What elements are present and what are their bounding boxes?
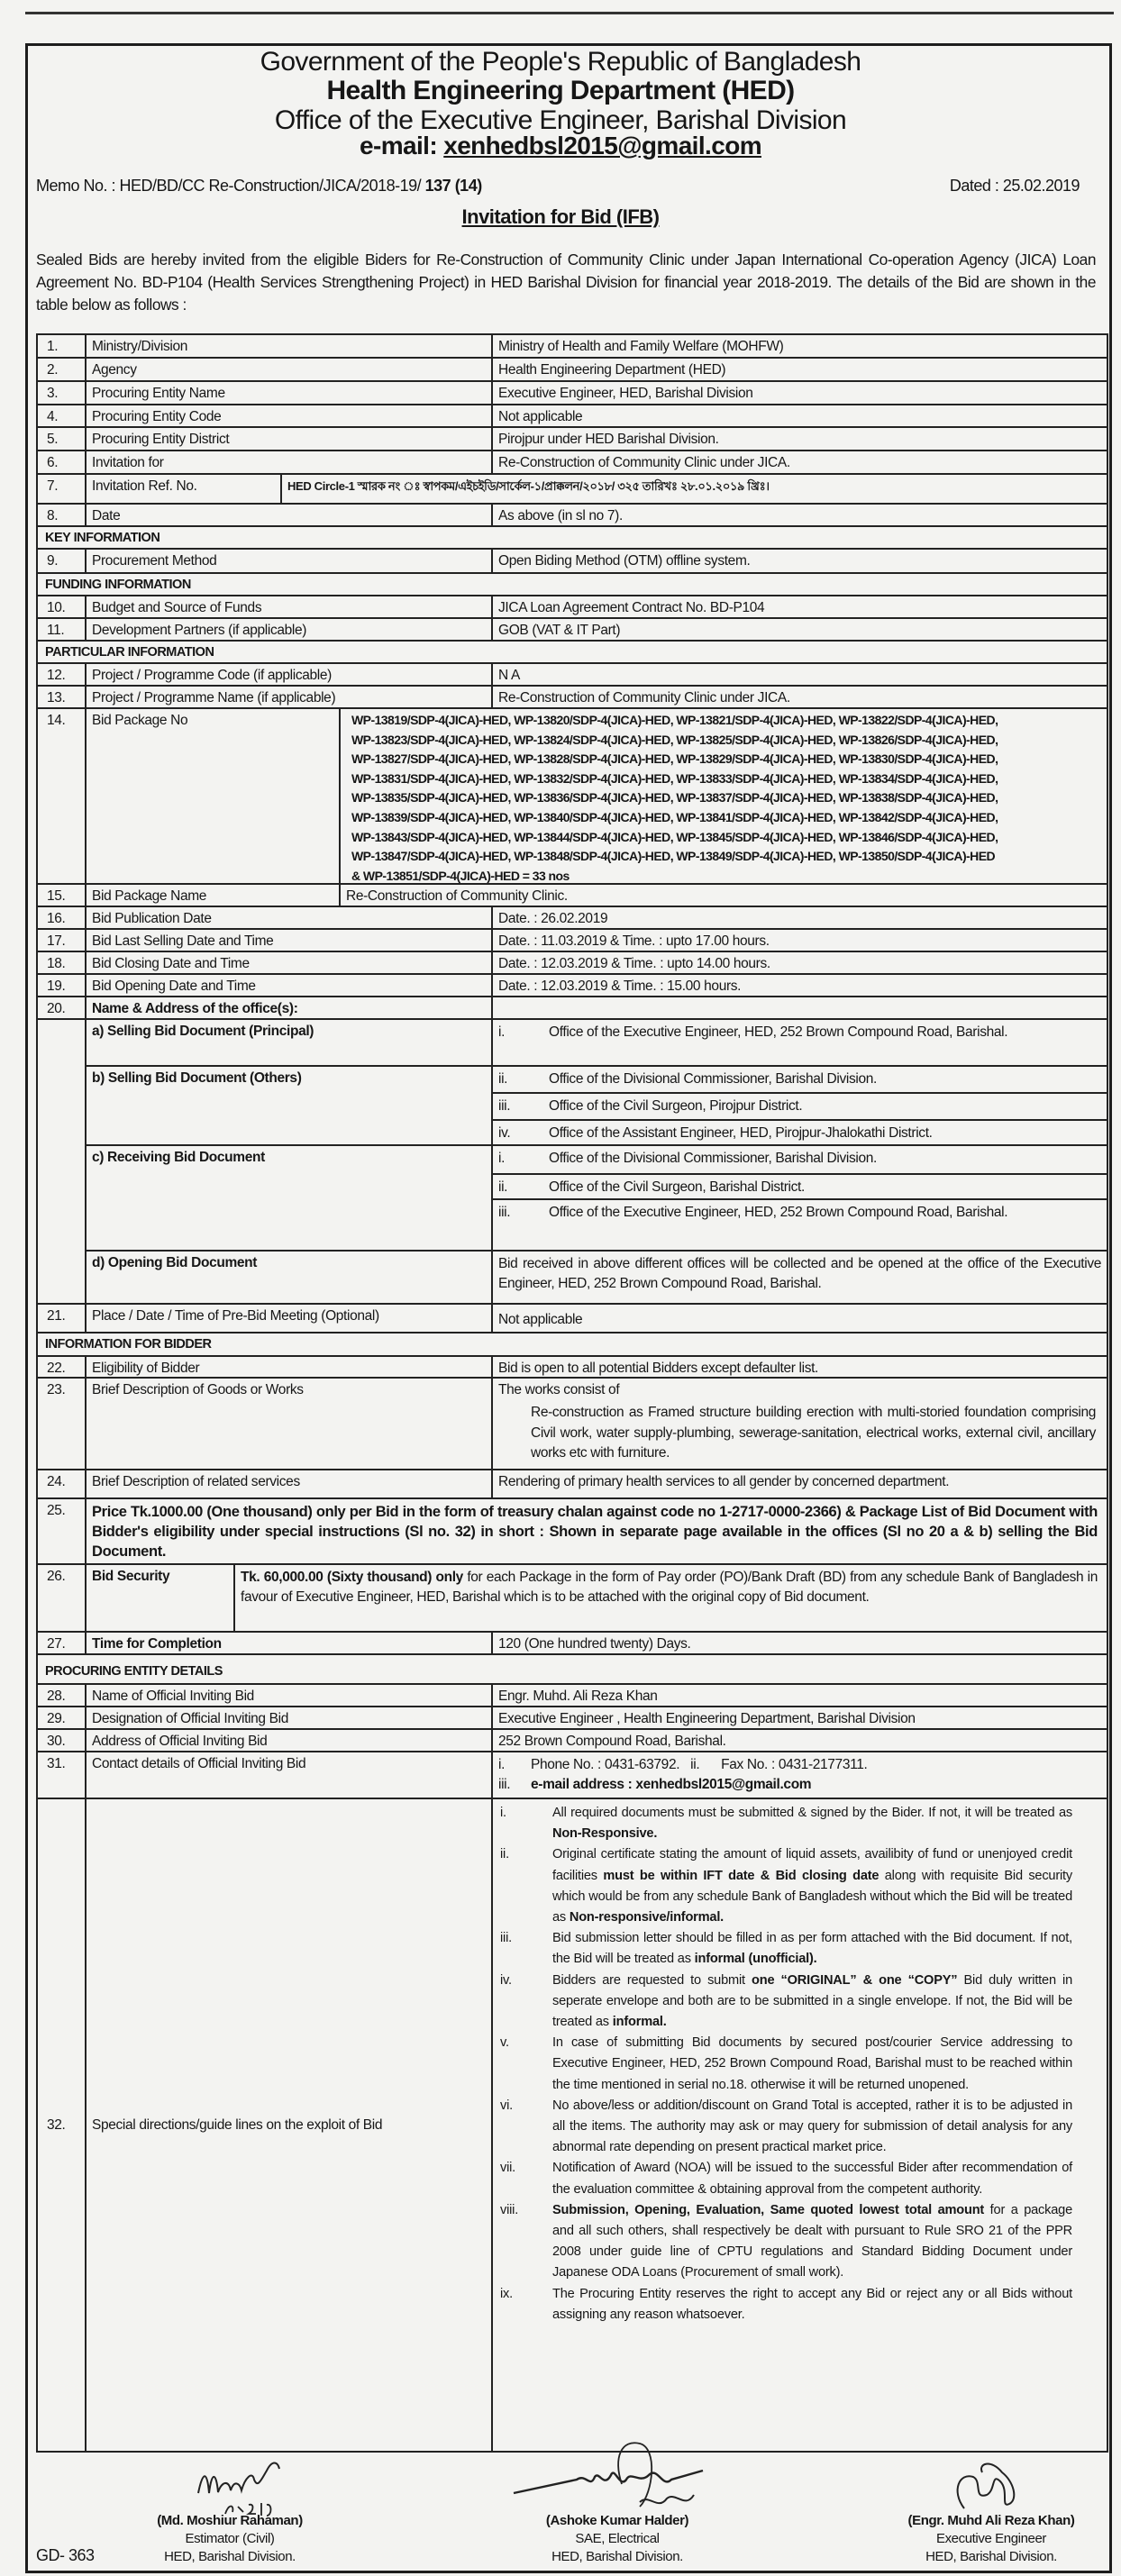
memo-prefix: Memo No. : HED/BD/CC Re-Construction/JICA/2018-19/: [36, 177, 425, 195]
row-number: 18.: [38, 952, 87, 973]
office-item: [493, 1198, 1107, 1250]
table-row: [38, 382, 1107, 405]
row-value: GOB (VAT & IT Part): [498, 623, 621, 638]
item-text: No above/less or addition/discount on Grand Total is accepted, rather it is to be adjusted in all the items. The authority may ask or may query for submission of detail analysis for any abnormal rate depending on present practical market price.: [552, 2098, 1072, 2155]
page-title: Invitation for Bid (IFB): [461, 205, 660, 228]
item-number: iv.: [498, 1125, 511, 1141]
item-number: ii.: [498, 1179, 508, 1195]
row-number-spacer: [38, 1020, 87, 1303]
section-header: [38, 1334, 1107, 1357]
row-number: 10.: [38, 596, 87, 617]
row-value: Engr. Muhd. Ali Reza Khan: [498, 1689, 658, 1704]
table-row: [38, 1305, 1107, 1334]
row-number: 25.: [38, 1499, 87, 1563]
row-number: 5.: [38, 428, 87, 450]
row-label: Procuring Entity District: [87, 428, 493, 450]
email-label: e-mail:: [360, 132, 444, 159]
row-label: Project / Programme Name (if applicable): [87, 687, 493, 707]
table-row: [38, 428, 1107, 451]
table-row: [38, 1752, 1107, 1799]
table-row: [38, 997, 1107, 1020]
subsection-label: d) Opening Bid Document: [87, 1252, 493, 1303]
table-row: [38, 1707, 1107, 1730]
item-text: Office of the Assistant Engineer, HED, Pirojpur-Jhalokathi District.: [549, 1125, 933, 1141]
row-number: 24.: [38, 1470, 87, 1497]
row-number: 19.: [38, 975, 87, 996]
table-row: [38, 1379, 1107, 1470]
office-item: [493, 1146, 1107, 1173]
table-row: [38, 1470, 1107, 1499]
row-label: Budget and Source of Funds: [87, 596, 493, 617]
office-heading: Office of the Executive Engineer, Barishal Division: [274, 105, 847, 135]
signatory-estimator: [144, 2512, 315, 2566]
direction-item: [500, 1844, 1072, 1928]
row-label: Bid Package Name: [87, 885, 341, 906]
row-value: Date. : 12.03.2019 & Time. : upto 14.00 hours.: [498, 956, 770, 971]
item-emphasis: Non-Responsive.: [552, 1826, 658, 1842]
department-heading: Health Engineering Department (HED): [326, 76, 795, 105]
table-row: [38, 451, 1107, 475]
table-row: [38, 619, 1107, 642]
row-number: 1.: [38, 335, 87, 357]
email-line: [0, 132, 1121, 160]
item-text: All required documents must be submitted & signed by the Bider. If not, it will be treated as: [552, 1806, 1072, 1820]
item-text: Office of the Executive Engineer, HED, 252 Brown Compound Road, Barishal.: [549, 1024, 1008, 1040]
item-number: iv.: [500, 1972, 512, 1988]
item-number: vi.: [500, 2098, 513, 2113]
table-row: [38, 359, 1107, 382]
table-row: [38, 1565, 1107, 1633]
office-addresses-block: [38, 1020, 1107, 1305]
item-text: Office of the Civil Surgeon, Pirojpur District.: [549, 1098, 803, 1114]
item-text: Notification of Award (NOA) will be issued to the successful Bider after recommendation of the evaluation committee & obtaining approval from the competent authority.: [552, 2161, 1072, 2197]
row-number: 13.: [38, 687, 87, 707]
row-label: Designation of Official Inviting Bid: [87, 1707, 493, 1728]
bid-security-detail: for each Package in the form of Pay order (PO)/Bank Draft (BD) from any schedule Bank of Bangladesh in favour of Executive Engineer, HED, Barishal which is to be attached with the original copy of Bid document.: [241, 1570, 1098, 1605]
item-number: iii.: [498, 1098, 511, 1114]
signatory-name: (Md. Moshiur Rahaman): [157, 2513, 303, 2528]
price-instructions: Price Tk.1000.00 (One thousand) only per Bid in the form of treasury chalan against code no 1-2717-0000-2366) & Package List of Bid Document with Bidder's eligibility under special instructions (Sl no. 32) in short : Shown in separate page available in the offices (Sl no 20 a & b) selling the Bid Document.: [92, 1504, 1098, 1560]
item-text: Bid submission letter should be filled in as per form attached with the Bid document. If not, the Bid will be treated as: [552, 1931, 1072, 1967]
signatory-office: HED, Barishal Division.: [925, 2549, 1057, 2564]
works-intro: The works consist of: [498, 1382, 620, 1397]
row-label: Date: [87, 505, 493, 525]
row-number: 28.: [38, 1685, 87, 1706]
row-number: 15.: [38, 885, 87, 906]
table-row: [38, 1685, 1107, 1707]
item-text: Bidders are requested to submit: [552, 1972, 752, 1988]
signatory-sae: [532, 2512, 703, 2566]
row-label: Brief Description of Goods or Works: [87, 1379, 493, 1469]
item-emphasis: must be within IFT date & Bid closing date: [603, 1868, 879, 1883]
section-particular-information: PARTICULAR INFORMATION: [45, 645, 214, 660]
contact-email[interactable]: e-mail address : xenhedbsl2015@gmail.com: [531, 1777, 812, 1792]
section-header: [38, 574, 1107, 596]
table-row: [38, 550, 1107, 574]
row-label: Bid Publication Date: [87, 907, 493, 928]
row-label: Name & Address of the office(s):: [87, 997, 493, 1018]
direction-item: [500, 2096, 1072, 2159]
row-label: Contact details of Official Inviting Bid: [87, 1752, 493, 1798]
item-text: In case of submitting Bid documents by secured post/courier Service addressing to Executive Engineer, HED, 252 Brown Compound Road, Barishal must to be reached within the time mentioned in serial no.18. otherwise it will be returned unopened.: [552, 2035, 1072, 2092]
item-number: vii.: [500, 2161, 516, 2176]
bid-package-list: [341, 709, 1107, 883]
row-value: Executive Engineer, HED, Barishal Division: [498, 386, 753, 401]
bid-package-line: WP-13839/SDP-4(JICA)-HED, WP-13840/SDP-4(JICA)-HED, WP-13841/SDP-4(JICA)-HED, WP-13842/SDP-4(JICA)-HED,: [351, 809, 998, 824]
row-value: Re-Construction of Community Clinic under JICA.: [498, 455, 790, 470]
row-label: Development Partners (if applicable): [87, 619, 493, 640]
direction-item: [500, 2033, 1072, 2096]
footer-code: GD- 363: [36, 2546, 95, 2564]
row-label: Eligibility of Bidder: [87, 1357, 493, 1377]
row-number: 8.: [38, 505, 87, 525]
subsection-value: Bid received in above different offices will be collected and be opened at the office of the Executive Engineer, HED, 252 Brown Compound Road, Barishal.: [498, 1256, 1101, 1291]
item-emphasis: one “ORIGINAL” & one “COPY”: [752, 1972, 958, 1988]
row-label: Special directions/guide lines on the exploit of Bid: [87, 1799, 493, 2451]
row-label: Invitation for: [87, 451, 493, 473]
row-number: 32.: [38, 1799, 87, 2451]
office-item: [493, 1173, 1107, 1198]
table-row: [38, 1499, 1107, 1565]
direction-item: [500, 2284, 1072, 2326]
row-value: N A: [498, 668, 520, 683]
row-value: Rendering of primary health services to all gender by concerned department.: [498, 1474, 950, 1489]
row-label: Place / Date / Time of Pre-Bid Meeting (Optional): [87, 1305, 493, 1332]
table-row: [38, 709, 1107, 885]
table-row: [38, 1633, 1107, 1655]
row-number: 30.: [38, 1730, 87, 1751]
item-number: ii.: [498, 1071, 508, 1087]
row-value: 120 (One hundred twenty) Days.: [498, 1636, 691, 1652]
bid-package-line: WP-13827/SDP-4(JICA)-HED, WP-13828/SDP-4(JICA)-HED, WP-13829/SDP-4(JICA)-HED, WP-13830/SDP-4(JICA)-HED,: [351, 751, 998, 767]
row-number: 17.: [38, 930, 87, 951]
row-value: Re-Construction of Community Clinic.: [346, 888, 568, 904]
row-value: 252 Brown Compound Road, Barishal.: [498, 1734, 726, 1749]
item-number: v.: [500, 2035, 509, 2051]
subsection-selling-principal: [87, 1020, 1107, 1065]
office-subsections: [87, 1020, 1107, 1303]
table-row: [38, 1799, 1107, 2453]
government-heading: Government of the People's Republic of Bangladesh: [260, 47, 861, 77]
item-text: for a package and all such others, shall respectively be dealt with pursuant to Rule SRO 21 of the PPR 2008 under guide line of CPTU regulations and Standard Bidding Document under Japanese ODA Loans (Procurement of small work).: [552, 2202, 1072, 2280]
table-row: [38, 930, 1107, 952]
row-label: Bid Security: [87, 1565, 235, 1631]
subsection-selling-others: [87, 1065, 1107, 1144]
row-value: [493, 1379, 1107, 1469]
subsection-label: c) Receiving Bid Document: [87, 1146, 493, 1250]
signatory-office: HED, Barishal Division.: [551, 2549, 683, 2564]
office-item: [493, 1020, 1107, 1045]
row-number: 21.: [38, 1305, 87, 1332]
row-value: Date. : 11.03.2019 & Time. : upto 17.00 hours.: [498, 933, 770, 949]
table-row: [38, 596, 1107, 619]
row-number: 23.: [38, 1379, 87, 1469]
bid-details-table: [36, 333, 1108, 2453]
row-number: 4.: [38, 405, 87, 426]
signatory-title: SAE, Electrical: [575, 2531, 660, 2546]
row-label: Brief Description of related services: [87, 1470, 493, 1497]
subsection-opening: [87, 1250, 1107, 1303]
subsection-label: a) Selling Bid Document (Principal): [87, 1020, 493, 1065]
works-detail: Re-construction as Framed structure building erection with multi-storied foundation comprising Civil work, water supply-plumbing, sewerage-sanitation, electrical works, external civil, ancillary works etc with furniture.: [531, 1405, 1096, 1461]
row-label: Bid Last Selling Date and Time: [87, 930, 493, 951]
table-row: [38, 335, 1107, 359]
row-value: [493, 997, 1107, 1018]
row-label: Bid Closing Date and Time: [87, 952, 493, 973]
invitation-ref-value: HED Circle-1 স্মারক নং ঃ স্বাপকম/এইচইডি/সার্কেল-১/প্রাক্কলন/২০১৮/ ৩২৫ তারিখঃ ২৮.০১.২০১৯ খ্রিঃ।: [287, 479, 770, 493]
direction-item: [500, 1803, 1072, 1844]
table-row: [38, 1730, 1107, 1752]
item-emphasis: Non-responsive/informal.: [569, 1910, 725, 1925]
row-number: 27.: [38, 1633, 87, 1653]
item-number: i.: [500, 1806, 506, 1820]
table-row: [38, 405, 1107, 428]
row-label: Bid Package No: [87, 709, 341, 883]
fax-number: Fax No. : 0431-2177311.: [721, 1757, 868, 1772]
row-value: Date. : 12.03.2019 & Time. : 15.00 hours.: [498, 979, 742, 994]
item-text: along with requisite Bid security which would be from any schedule Bank of Bangladesh without which the Bid will be treated as: [552, 1868, 1072, 1925]
row-label: Procuring Entity Code: [87, 405, 493, 426]
table-row: [38, 505, 1107, 527]
signatory-title: Executive Engineer: [935, 2531, 1047, 2546]
row-label: Procuring Entity Name: [87, 382, 493, 404]
table-row: [38, 664, 1107, 687]
row-value: As above (in sl no 7).: [498, 508, 623, 523]
section-procuring-entity-details: PROCURING ENTITY DETAILS: [45, 1664, 223, 1679]
direction-item: [500, 1971, 1072, 2034]
item-text: Original certificate stating the amount of liquid assets, availibity of fund or unenjoyed credit facilities: [552, 1847, 1072, 1883]
item-number: iii.: [498, 1777, 511, 1792]
top-rule: [25, 12, 1114, 14]
row-number: 2.: [38, 359, 87, 380]
row-label: Agency: [87, 359, 493, 380]
signatory-name: (Engr. Muhd Ali Reza Khan): [907, 2513, 1075, 2528]
table-row: [38, 687, 1107, 709]
signatory-executive-engineer: [897, 2512, 1086, 2566]
item-emphasis: informal.: [612, 2015, 667, 2030]
row-number: 12.: [38, 664, 87, 685]
bid-security-amount: Tk. 60,000.00 (Sixty thousand) only: [241, 1570, 463, 1585]
row-label: Procurement Method: [87, 550, 493, 572]
direction-item: [500, 1928, 1072, 1970]
signatory-office: HED, Barishal Division.: [164, 2549, 296, 2564]
row-value: JICA Loan Agreement Contract No. BD-P104: [498, 600, 765, 615]
row-value: Pirojpur under HED Barishal Division.: [498, 432, 719, 447]
phone-number: Phone No. : 0431-63792.: [531, 1757, 680, 1772]
row-value: Health Engineering Department (HED): [498, 362, 726, 378]
intro-paragraph: Sealed Bids are hereby invited from the eligible Biders for Re-Construction of Community Clinic under Japan International Co-operation Agency (JICA) Loan Agreement No. BD-P104 (Health Services Strengthening Project) in HED Barishal Division for financial year 2018-2019. The details of the Bid are shown in the table below as follows :: [36, 250, 1096, 314]
bid-package-line: WP-13831/SDP-4(JICA)-HED, WP-13832/SDP-4(JICA)-HED, WP-13833/SDP-4(JICA)-HED, WP-13834/SDP-4(JICA)-HED,: [351, 770, 998, 786]
row-label: Invitation Ref. No.: [87, 475, 282, 503]
bid-security-value: [235, 1565, 1107, 1631]
email-link[interactable]: xenhedbsl2015@gmail.com: [443, 132, 761, 159]
direction-item: [500, 2158, 1072, 2199]
row-value: Open Biding Method (OTM) offline system.: [498, 553, 751, 569]
row-label: Project / Programme Code (if applicable): [87, 664, 493, 685]
item-number: i.: [498, 1757, 506, 1772]
office-item: [493, 1092, 1107, 1119]
item-text: The Procuring Entity reserves the right to accept any Bid or reject any or all Bids without assigning any reason whatsoever.: [552, 2286, 1072, 2322]
section-information-for-bidder: INFORMATION FOR BIDDER: [45, 1337, 212, 1352]
row-value: Ministry of Health and Family Welfare (MOHFW): [498, 339, 784, 354]
item-text: Office of the Executive Engineer, HED, 252 Brown Compound Road, Barishal.: [549, 1205, 1008, 1220]
table-row: [38, 975, 1107, 997]
special-directions-list: [493, 1799, 1107, 2451]
row-number: 31.: [38, 1752, 87, 1798]
item-number: iii.: [500, 1931, 512, 1946]
table-row: [38, 907, 1107, 930]
section-header: [38, 642, 1107, 664]
section-key-information: KEY INFORMATION: [45, 531, 160, 545]
bid-package-line: WP-13823/SDP-4(JICA)-HED, WP-13824/SDP-4(JICA)-HED, WP-13825/SDP-4(JICA)-HED, WP-13826/SDP-4(JICA)-HED,: [351, 732, 998, 747]
subsection-receiving: [87, 1144, 1107, 1250]
item-text: Office of the Divisional Commissioner, Barishal Division.: [549, 1151, 877, 1166]
row-number: 7.: [38, 475, 87, 503]
row-number: 26.: [38, 1565, 87, 1631]
row-label: Name of Official Inviting Bid: [87, 1685, 493, 1706]
row-value: Bid is open to all potential Bidders except defaulter list.: [498, 1361, 819, 1376]
memo-number: [36, 177, 482, 196]
table-row: [38, 475, 1107, 505]
table-row: [38, 885, 1107, 907]
section-header: [38, 1655, 1107, 1685]
section-header: [38, 527, 1107, 550]
bid-package-line: WP-13835/SDP-4(JICA)-HED, WP-13836/SDP-4(JICA)-HED, WP-13837/SDP-4(JICA)-HED, WP-13838/SDP-4(JICA)-HED,: [351, 790, 998, 806]
item-number: viii.: [500, 2202, 519, 2217]
row-label: Address of Official Inviting Bid: [87, 1730, 493, 1751]
row-label: Time for Completion: [87, 1633, 493, 1653]
row-value: Executive Engineer , Health Engineering Department, Barishal Division: [498, 1711, 916, 1726]
signature-block: [36, 2444, 1108, 2570]
table-row: [38, 1357, 1107, 1379]
row-number: 14.: [38, 709, 87, 883]
row-number: 20.: [38, 997, 87, 1018]
memo-serial: 137 (14): [424, 177, 482, 195]
row-number: 29.: [38, 1707, 87, 1728]
row-number: 16.: [38, 907, 87, 928]
item-text: Office of the Civil Surgeon, Barishal District.: [549, 1179, 805, 1195]
row-value: Re-Construction of Community Clinic under JICA.: [498, 690, 790, 705]
bid-package-line: WP-13847/SDP-4(JICA)-HED, WP-13848/SDP-4(JICA)-HED, WP-13849/SDP-4(JICA)-HED, WP-13850/SDP-4(JICA)-HED: [351, 849, 996, 864]
item-text: Office of the Divisional Commissioner, Barishal Division.: [549, 1071, 877, 1087]
item-number: ii.: [690, 1757, 700, 1772]
row-label: Bid Opening Date and Time: [87, 975, 493, 996]
office-item: [493, 1119, 1107, 1144]
item-number: i.: [498, 1151, 506, 1166]
signature-moshiur-icon: [189, 2453, 297, 2520]
row-value: Date. : 26.02.2019: [498, 911, 608, 926]
bid-package-line: WP-13843/SDP-4(JICA)-HED, WP-13844/SDP-4(JICA)-HED, WP-13845/SDP-4(JICA)-HED, WP-13846/SDP-4(JICA)-HED,: [351, 829, 998, 844]
item-emphasis: informal (unofficial).: [694, 1952, 817, 1967]
row-number: 9.: [38, 550, 87, 572]
row-value: Not applicable: [498, 1312, 583, 1327]
memo-date: Dated : 25.02.2019: [949, 177, 1080, 195]
table-row: [38, 952, 1107, 975]
subsection-label: b) Selling Bid Document (Others): [87, 1067, 493, 1144]
item-number: iii.: [498, 1205, 511, 1220]
signatory-title: Estimator (Civil): [185, 2531, 275, 2546]
row-value: Not applicable: [498, 409, 583, 424]
row-label: Ministry/Division: [87, 335, 493, 357]
item-number: ix.: [500, 2286, 513, 2301]
item-text: Bid duly written in seperate envelope and both are to be submitted in a single envelope. If not, the Bid will be treated as: [552, 1972, 1072, 2030]
row-number: 22.: [38, 1357, 87, 1377]
office-item: [493, 1067, 1107, 1092]
item-emphasis: Submission, Opening, Evaluation, Same quoted lowest total amount: [552, 2202, 985, 2217]
item-number: ii.: [500, 1847, 509, 1862]
item-number: i.: [498, 1024, 506, 1040]
row-number: 3.: [38, 382, 87, 404]
row-number: 6.: [38, 451, 87, 473]
direction-item: [500, 2200, 1072, 2284]
section-funding-information: FUNDING INFORMATION: [45, 578, 191, 592]
contact-details: [493, 1752, 1107, 1798]
bid-package-line: & WP-13851/SDP-4(JICA)-HED = 33 nos: [351, 868, 570, 883]
bid-package-line: WP-13819/SDP-4(JICA)-HED, WP-13820/SDP-4(JICA)-HED, WP-13821/SDP-4(JICA)-HED, WP-13822/SDP-4(JICA)-HED,: [351, 713, 998, 727]
row-number: 11.: [38, 619, 87, 640]
signatory-name: (Ashoke Kumar Halder): [545, 2513, 689, 2528]
